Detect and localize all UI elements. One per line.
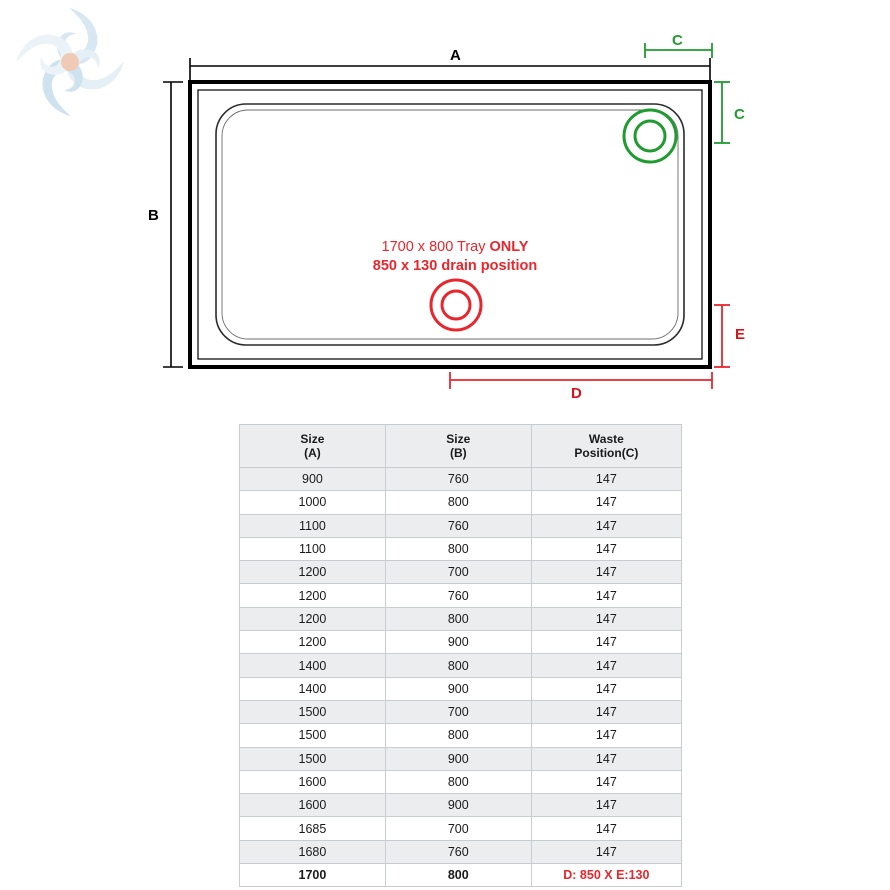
cell-size-b: 800 xyxy=(385,724,531,747)
label-c-right: C xyxy=(734,106,745,123)
cell-size-b: 800 xyxy=(385,537,531,560)
table-row xyxy=(240,747,682,770)
table-row xyxy=(240,514,682,537)
table-row xyxy=(240,631,682,654)
cell-size-a: 1500 xyxy=(240,700,386,723)
table-row xyxy=(240,537,682,560)
table-row xyxy=(240,491,682,514)
header-a-line1: Size xyxy=(300,432,325,446)
label-c-top: C xyxy=(672,32,683,49)
tray-note-size: 1700 x 800 Tray xyxy=(381,239,490,255)
table-row xyxy=(240,840,682,863)
tray-drawing xyxy=(0,0,890,415)
cell-waste-position: 147 xyxy=(531,607,681,630)
table-header-row xyxy=(240,425,682,468)
cell-size-a: 1200 xyxy=(240,561,386,584)
cell-waste-position: 147 xyxy=(531,700,681,723)
tray-note xyxy=(275,238,635,276)
cell-waste-position: 147 xyxy=(531,514,681,537)
table-row xyxy=(240,770,682,793)
cell-size-a: 1500 xyxy=(240,747,386,770)
table-row xyxy=(240,677,682,700)
tray-note-only: ONLY xyxy=(489,239,529,255)
cell-size-b: 700 xyxy=(385,561,531,584)
header-c-line2: Position(C) xyxy=(574,446,639,460)
cell-size-b: 760 xyxy=(385,468,531,491)
label-d: D xyxy=(571,385,582,402)
cell-size-a: 1000 xyxy=(240,491,386,514)
cell-size-b: 700 xyxy=(385,817,531,840)
cell-size-a: 1200 xyxy=(240,607,386,630)
tray-note-line-1 xyxy=(275,238,635,257)
header-a-line2: (A) xyxy=(304,446,321,460)
cell-size-a: 1500 xyxy=(240,724,386,747)
cell-size-a: 1600 xyxy=(240,794,386,817)
cell-size-b: 800 xyxy=(385,491,531,514)
cell-size-b: 800 xyxy=(385,607,531,630)
cell-size-a: 1100 xyxy=(240,514,386,537)
cell-waste-position: 147 xyxy=(531,817,681,840)
cell-waste-position: 147 xyxy=(531,491,681,514)
cell-waste-position: 147 xyxy=(531,468,681,491)
header-c-line1: Waste xyxy=(588,432,624,446)
cell-size-b: 900 xyxy=(385,631,531,654)
header-b-line1: Size xyxy=(446,432,471,446)
table-header-waste-position xyxy=(531,425,681,468)
table-header-size-b xyxy=(385,425,531,468)
table-row xyxy=(240,794,682,817)
cell-waste-position: D: 850 X E:130 xyxy=(531,864,681,887)
cell-size-b: 760 xyxy=(385,584,531,607)
cell-waste-position: 147 xyxy=(531,537,681,560)
table-row xyxy=(240,654,682,677)
cell-waste-position: 147 xyxy=(531,794,681,817)
cell-waste-position: 147 xyxy=(531,724,681,747)
cell-waste-position: 147 xyxy=(531,747,681,770)
table-row xyxy=(240,817,682,840)
table-row xyxy=(240,584,682,607)
cell-size-b: 700 xyxy=(385,700,531,723)
cell-size-a: 1200 xyxy=(240,631,386,654)
cell-waste-position: 147 xyxy=(531,654,681,677)
header-b-line2: (B) xyxy=(449,446,467,460)
table-body xyxy=(240,468,682,887)
cell-size-a: 1700 xyxy=(240,864,386,887)
cell-size-b: 800 xyxy=(385,770,531,793)
label-a: A xyxy=(450,47,461,64)
cell-size-a: 1400 xyxy=(240,677,386,700)
table-row xyxy=(240,700,682,723)
cell-size-a: 900 xyxy=(240,468,386,491)
cell-size-b: 900 xyxy=(385,747,531,770)
table-row xyxy=(240,724,682,747)
size-specification-table xyxy=(239,424,682,887)
cell-size-b: 900 xyxy=(385,677,531,700)
cell-waste-position: 147 xyxy=(531,677,681,700)
cell-size-a: 1680 xyxy=(240,840,386,863)
table-header xyxy=(240,425,682,468)
label-b: B xyxy=(148,207,159,224)
cell-waste-position: 147 xyxy=(531,631,681,654)
table-row xyxy=(240,561,682,584)
cell-size-b: 800 xyxy=(385,864,531,887)
cell-size-b: 900 xyxy=(385,794,531,817)
cell-waste-position: 147 xyxy=(531,561,681,584)
cell-size-a: 1100 xyxy=(240,537,386,560)
shower-tray-diagram xyxy=(0,0,890,415)
cell-waste-position: 147 xyxy=(531,770,681,793)
cell-size-a: 1400 xyxy=(240,654,386,677)
cell-size-b: 760 xyxy=(385,514,531,537)
cell-size-b: 800 xyxy=(385,654,531,677)
label-e: E xyxy=(735,326,746,343)
cell-size-a: 1685 xyxy=(240,817,386,840)
table-row xyxy=(240,607,682,630)
table-header-size-a xyxy=(240,425,386,468)
cell-waste-position: 147 xyxy=(531,584,681,607)
cell-waste-position: 147 xyxy=(531,840,681,863)
cell-size-a: 1200 xyxy=(240,584,386,607)
table-row xyxy=(240,468,682,491)
cell-size-b: 760 xyxy=(385,840,531,863)
tray-note-line-2: 850 x 130 drain position xyxy=(372,258,538,274)
table-row-highlighted xyxy=(240,864,682,887)
cell-size-a: 1600 xyxy=(240,770,386,793)
tray-floor-inner-outline xyxy=(222,110,678,339)
